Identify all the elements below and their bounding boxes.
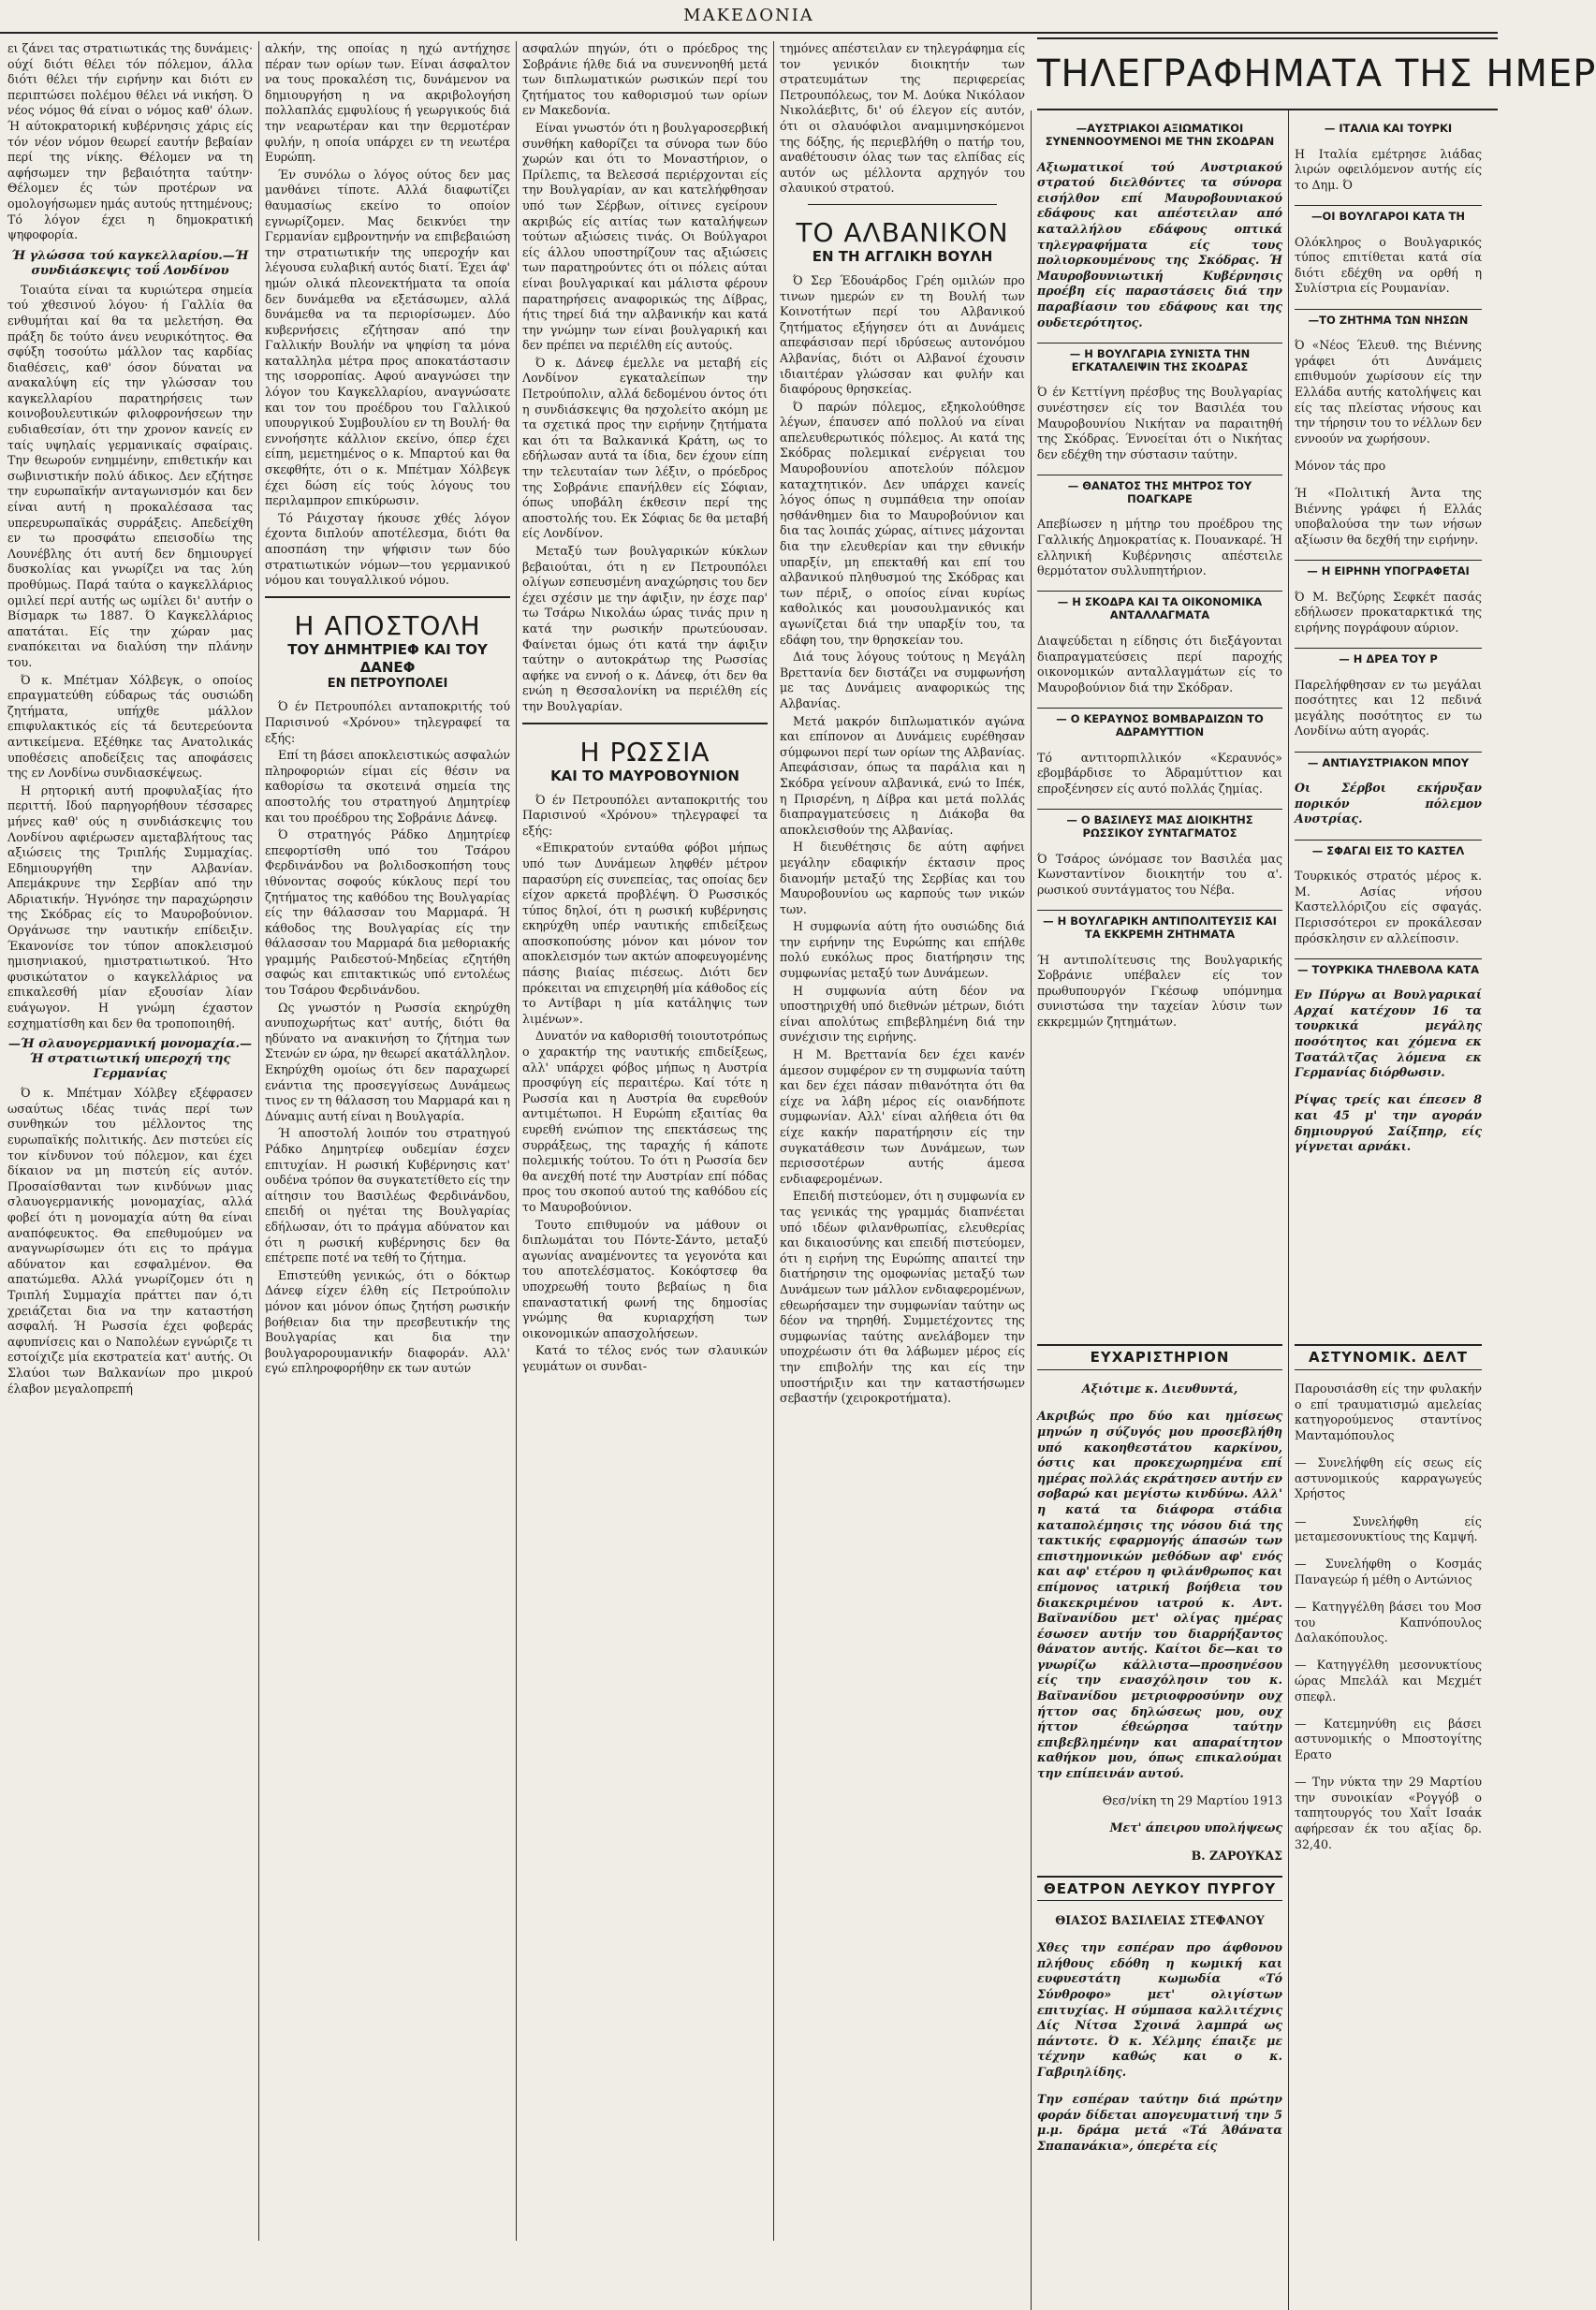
headline-subtitle: ΚΑΙ ΤΟ ΜΑΥΡΟΒΟΥΝΙΟΝ — [550, 767, 739, 784]
paragraph: τημόνες απέστειλαν εν τηλεγράφημα είς τον γενικόν διοικητήν των στρατευμάτων της περιφερείας Πετρουπόλεως, τον Μ. Δούκα Νικόλαον Νικολάεβιτς, δι' ού έλεγον είς αυτόν, ότι οι σλαυόφιλοι αναμιμνησκόμενοι της δόξης, ής περιεβλήθη ο πατήρ του, αναθέτουσιν όλας των τας ελπίδας είς αυτόν ως μέλλοντα αρχηγόν του σλαυικού στρατού. — [780, 41, 1025, 196]
telegram-heading: —ΑΥΣΤΡΙΑΚΟΙ ΑΞΙΩΜΑΤΙΚΟΙ ΣΥΝΕΝΝΟΟΥΜΕΝΟΙ ΜΕ ΤΗΝ ΣΚΟΔΡΑΝ — [1045, 122, 1275, 148]
thanks-and-theater — [1037, 1338, 1282, 2237]
theater-company: ΘΙΑΣΟΣ ΒΑΣΙΛΕΙΑΣ ΣΤΕΦΑΝΟΥ — [1055, 1912, 1265, 1927]
telegrams-column-2 — [1295, 114, 1482, 1331]
bulletin-item: — Συνελήφθη είς σεως είς αστυνομικούς καρραγωγεύς Χρήστος — [1295, 1455, 1482, 1501]
bulletin-item: — Κατηγγέλθη μεσονυκτίους ώρας Μπελάλ και Μεχμέτ σπεφλ. — [1295, 1658, 1482, 1703]
article-headline — [780, 218, 1025, 266]
telegram-heading: — Ο ΒΑΣΙΛΕΥΣ ΜΑΣ ΔΙΟΙΚΗΤΗΣ ΡΩΣΣΙΚΟΥ ΣΥΝΤΑΓΜΑΤΟΣ — [1037, 809, 1282, 840]
telegram-heading: — Η ΒΟΥΛΓΑΡΙΚΗ ΑΝΤΙΠΟΛΙΤΕΥΣΙΣ ΚΑΙ ΤΑ ΕΚΚΡΕΜΗ ΖΗΤΗΜΑΤΑ — [1037, 910, 1282, 941]
telegram-text: Η Ιταλία εμέτρησε λιάδας λιρών οφειλόμενον αυτής είς το Δημ. Ό — [1295, 146, 1482, 192]
police-bulletin — [1295, 1338, 1482, 2237]
telegram-heading: — ΘΑΝΑΤΟΣ ΤΗΣ ΜΗΤΡΟΣ ΤΟΥ ΠΟΑΓΚΑΡΕ — [1037, 475, 1282, 505]
paragraph: Έν συνόλω ο λόγος ούτος δεν μας μανθάνει τίποτε. Αλλά διαφωτίζει θαυμασίως εκείνο το οποίον εγνωρίζομεν. Μας δεικνύει την Γερμανίαν εμβροντηνήν να επιβεβαιώση την στρατιωτικήν της υπεροχήν και λέγουσα ευλαβική αυτός διατί. Έχει άφ' ημών ολικά πλεονεκτήματα τα οποία δεν δυνάμεθα να εξετάσωμεν, αλλά δυνάμεθα να τα περιορίσωμεν. Δύο κυβερνήσεις εζήτησαν από την Γαλλικήν Βουλήν να ψηφίση τα μόνα καταλληλα μέτρα προς αποκατάστασιν της ισορροπίας. Αφού αναγνώσει την λόγον του Καγκελλαρίου, αναγνώσατε και τον του προέδρου του Γαλλικού υπουργικού Συμβουλίου εν τη Βουλή· θα εννοήσητε κάλλιον εκείνο, όπερ έχει είπη, μεμετημένος ο κ. Μπαρτού και θα σκεφθήτε, ότι ο κ. Μπέτμαν Χόλβεγκ έχει δώση είς τούς λόγους του περιλαμπρον επικύρωσιν. — [265, 167, 510, 508]
column-1 — [7, 41, 253, 2231]
telegram-heading: — ΤΟΥΡΚΙΚΑ ΤΗΛΕΒΟΛΑ ΚΑΤΑ — [1295, 958, 1482, 976]
paragraph: Τουτο επιθυμούν να μάθουν οι διπλωμάται του Πόντε-Σάντο, μεταξύ αγωνίας αναμένοντες τα γεγονότα και του αποτελέσματος. Κοκόφτσεφ θα υποχρεωθή τουτο βεβαίως η δια επαναστατική φωνή της δημοσίας γνώμης θα κυριαρχήση των οικονομικών απασχολήσεων. — [522, 1217, 768, 1340]
column-3 — [522, 41, 768, 2231]
divider — [265, 596, 510, 598]
telegram-text: Ή αντιπολίτευσις της Βουλγαρικής Σοβράνιε υπέβαλεν είς τον πρωθυπουργόν Γκέσωφ υπόμνημα συνιστώσα την ταχείαν λύσιν των εκκρεμμών ζητημάτων. — [1037, 952, 1282, 1029]
paragraph: Ό παρών πόλεμος, εξηκολούθησε λέγων, έπαυσεν από πολλού να είναι απελευθερωτικός πόλεμος. Αι κατά της Σκόδρας πολεμικαί ενέργειαι του Μαυροβουνίου αποτελούν πόλεμον καταχτητικόν. Δεν υπάρχει κανείς λόγος όπως η συμπάθεια την οποίαν ησθάνθημεν δια το Μαυροβούνιον και δια τας λοιπάς χώρας, αίτινες μάχονται δια την ελευθερίαν και την εθνικήν υπαρξίν, μη επεκταθή και επί του αλβανικού πληθυσμού της Σκόδρας και των πέριξ, ο οποίος είναι κυρίως καθολικός και μουσουλμανικός και αγωνίζεται διά την υπαρξίν του, τα εδάφη του, την θρησκείαν του. — [780, 399, 1025, 647]
divider — [808, 204, 997, 205]
paragraph: Επί τη βάσει αποκλειστικώς ασφαλών πληροφοριών είμαι είς θέσιν να καθορίσω τα σκοτεινά σημεία της αποστολής του στρατηγού Δημητρίεφ και του προέδρου της Σοβράνιε Δάνεφ. — [265, 748, 510, 825]
telegram-text: Μόνον τάς προ — [1295, 458, 1386, 473]
bulletin-item: — Κατηγγέλθη βάσει του Μοσ του Καπνόπουλος Δαλακόπουλος. — [1295, 1600, 1482, 1645]
headline-subtitle: ΤΟΥ ΔΗΜΗΤΡΙΕΦ ΚΑΙ ΤΟΥ ΔΑΝΕΦ — [287, 640, 488, 676]
telegram-heading: — ΣΦΑΓΑΙ ΕΙΣ ΤΟ ΚΑΣΤΕΛ — [1295, 840, 1482, 857]
letter-closing: Μετ' άπειρου υπολήψεως — [1109, 1820, 1282, 1835]
paragraph: Ως γνωστόν η Ρωσσία εκηρύχθη ανυποχωρήτως κατ' αυτής, διότι θα ηδύνατο να ανακινήση το ζήτημα των Στενών εν ώρα, ην θεωρεί ακατάλληλον. Εκηρύχθη ομοίως ότι δεν παραχωρεί ενάντια της προσεγγίσεως Δυνάμεως τινος εν τη θάλασση του Μαρμαρά και η Δύναμις αυτή είναι η Βουλγαρία. — [265, 1000, 510, 1123]
telegram-heading: — Η ΔΡΕΑ ΤΟΥ Ρ — [1295, 648, 1482, 665]
section-heading: ΘΕΑΤΡΟΝ ΛΕΥΚΟΥ ΠΥΡΓΟΥ — [1037, 1876, 1282, 1902]
paragraph: Η συμφωνία αύτη δέον να υποστηριχθή υπό διεθνών μέτρων, διότι είναι απολύτως επιβεβλημένη διά την συνέχισιν της ειρήνης. — [780, 983, 1025, 1045]
telegram-text: Εν Πύργω αι Βουλγαρικαί Αρχαί κατέχουν 16 τα τουρκικά μεγάλης ποσότητος και χόμενα εκ Τσατάλτζας λόμενα εκ Γερμανίας διόρθωσιν. — [1295, 987, 1482, 1080]
column-rule — [258, 41, 259, 2241]
telegram-text: Οι Σέρβοι εκήρυξαν πορικόν πόλεμον Αυστρίας. — [1295, 781, 1482, 826]
article-headline — [522, 738, 768, 785]
subheading: —Ή σλαυογερμανική μονομαχία.—Ή στρατιωτική υπεροχή της Γερμανίας — [7, 1037, 253, 1082]
telegram-text: Ό Τσάρος ώνόμασε τον Βασιλέα μας Κωνσταντίνον διοικητήν του α'. ρωσικού συντάγματος του Νέβα. — [1037, 851, 1282, 897]
paragraph: αλκήν, της οποίας η ηχώ αντήχησε πέραν των ορίων των. Είναι άσφαλτον να τους προκαλέση τις, δυνάμενον να δημιουργήση η να ακριβολογήση πολλαπλάς εμφυλίους ή γεωργικούς διά την νεαρωτέραν και την θερμοτέραν φυλήν, η οποία υπάρχει εν τη νεωτέρα Ευρώπη. — [265, 41, 510, 165]
telegram-heading: —ΤΟ ΖΗΤΗΜΑ ΤΩΝ ΝΗΣΩΝ — [1295, 309, 1482, 327]
paragraph: Ή αποστολή λοιπόν του στρατηγού Ράδκο Δημητρίεφ ουδεμίαν έσχεν επιτυχίαν. Η ρωσική Κυβέρνησις κατ' ουδένα τρόπον θα συγκατετίθετο είς την αίτησιν του Βασιλέως Φερδινάνδου, επειδή οι ηγέται της Βουλγαρίας εδήλωσαν, ότι το πράγμα αδύνατον και ότι η ρωσική κυβέρνησις δεν θα επέτρεπε ποτέ να τεθή το ζήτημα. — [265, 1126, 510, 1265]
paper-name: ΜΑΚΕΔΟΝΙΑ — [683, 6, 814, 25]
section-heading: ΕΥΧΑΡΙΣΤΗΡΙΟΝ — [1037, 1344, 1282, 1370]
column-rule — [1288, 110, 1289, 2310]
theater-text: Χθες την εσπέραν προ άφθονου πλήθους εδόθη η κωμική και ευφυεστάτη κωμωδία «Τό Σύνθροφο» μετ' ολιγίστων επιτυχίας. Η σύμπασα καλλιτέχνις Δίς Νίτσα Σχοινά λαμπρά ως πάντοτε. Ό κ. Χέλμης έπαιξε με τέχνην καθώς και ο κ. Γαβριηλίδης. — [1037, 1940, 1282, 2079]
subheading: Ή γλώσσα τού καγκελλαρίου.—Ή συνδιάσκεψις τοΰ Λονδίνου — [11, 248, 249, 278]
paragraph: Επειδή πιστεύομεν, ότι η συμφωνία εν τας γενικάς της γραμμάς διαπνέεται υπό ιδέων φιλανθρωπίας, ελευθερίας και δικαιοσύνης και επειδή πιστεύομεν, ότι η ειρήνη της Ευρώπης απαιτεί την διατήρησιν της ομοφωνίας μεταξύ των Δυνάμεων των μάλλον ενδιαφερομένων, εθεωρήσαμεν την συμφωνίαν ταύτην ως δέον να τηρηθή. Συμμετέχοντες της συμφωνίας ταύτης ανελάβομεν την υποχρέωσιν ότι θα λάβωμεν μέρος είς την επιβολήν της και είς την υποστήριξιν και την καταστήσωμεν σεβαστήν (χειροκροτήματα). — [780, 1189, 1025, 1406]
bulletin-item: — Συνελήφθη είς μεταμεσονυκτίους της Καμψή. — [1295, 1513, 1482, 1544]
bulletin-item: — Κατεμηνύθη εις βάσει αστυνομικής ο Μποστογίτης Ερατο — [1295, 1716, 1482, 1762]
paragraph: Τό Ράιχσταγ ήκουσε χθές λόγον έχοντα διπλούν αποτέλεσμα, διότι θα αποσπάση την ψήφισιν των δύο στρατιωτικών νόμων—του γερμανικού νόμου και τουγαλλικού νόμου. — [265, 510, 510, 588]
paragraph: Μεταξύ των βουλγαρικών κύκλων βεβαιούται, ότι η εν Πετρουπόλει ολίγων εσπευσμένη αναχώρησις του δεν έχει σχέσιν με την άφιξιν, ην έσχε παρ' τω Τσάρω Νικολάω ώρας τινάς πριν η κατά την ρωσικήν πρωτεύουσαν. Φαίνεται όμως ότι κατά την άφιξιν ταύτην ο αυτοκράτωρ της Ρωσσίας αφήκε να εννοή ο κ. Δάνεφ, ότι δεν θα ενώη η Θεσσαλονίκη να περιέλθη είς την Βουλγαρίαν. — [522, 544, 768, 713]
paragraph: Ό έν Πετρουπόλει ανταποκριτής τού Παρισινού «Χρόνου» τηλεγραφεί τα εξής: — [265, 699, 510, 745]
paragraph: Κατά το τέλος ενός των σλαυικών γευμάτων οι συνδαι- — [522, 1343, 768, 1373]
telegram-text: Παρελήφθησαν εν τω μεγάλαι ποσότητες και 12 πεδινά μεγάλης ποσότητος εν τω Λονδίνω αύτη αγοράς. — [1295, 677, 1482, 738]
column-rule — [516, 41, 517, 2241]
telegram-text: Διαψεύδεται η είδησις ότι διεξάγονται διαπραγματεύσεις περί παροχής οικονομικών ανταλλαγμάτων είς το Μαυροβούνιον διά την Σκόδραν. — [1037, 634, 1282, 694]
paragraph: Ό Σερ Έδουάρδος Γρέη ομιλών προ τινων ημερών εν τη Βουλή των Κοινοτήτων περί του Αλβανικού ζητήματος εξήγησεν ότι αι Δυνάμεις απεφάσισαν περί ιδρύσεως αυτονόμου Αλβανίας, διότι οι Αλβανοί έχουσιν ιδιαιτέραν γλώσσαν και φυλήν και διαφόρους θρησκείας. — [780, 272, 1025, 397]
telegram-heading: — Η ΣΚΟΔΡΑ ΚΑΙ ΤΑ ΟΙΚΟΝΟΜΙΚΑ ΑΝΤΑΛΛΑΓΜΑΤΑ — [1037, 591, 1282, 621]
telegram-text: Τό αντιτορπιλλικόν «Κεραυνός» εβομβάρδισε το Άδραμύττιον και επροξένησεν είς αυτό πολλάς ζημίας. — [1037, 750, 1282, 796]
paragraph: Η συμφωνία αύτη ήτο ουσιώδης διά την ειρήνην της Ευρώπης και επήλθε πολύ ευκόλως προς διατήρησιν της συμφωνίας μεταξύ των Δυνάμεων. — [780, 919, 1025, 981]
paragraph: Επιστεύθη γενικώς, ότι ο δόκτωρ Δάνεφ είχεν έλθη είς Πετρούπολιν μόνον και μόνον όπως ζητήση ρωσικήν βοήθειαν δια την πρεσβευτικήν της Βουλγαρίας και δια την βουλγαρορουμανικήν διαφοράν. Αλλ' εγώ επληροφορήθην εκ των αυτών — [265, 1267, 510, 1376]
telegrams-column-1 — [1037, 114, 1282, 1331]
headline-subtitle: ΕΝ ΤΗ ΑΓΓΛΙΚΗ ΒΟΥΛΗ — [812, 247, 993, 265]
telegram-text: Ή «Πολιτική Άντα της Βιέννης γράφει ή Ελλάς υποβαλούσα την των νήσων αξίωσιν θα δεχθή την ειρήνην. — [1295, 486, 1482, 547]
telegram-heading: — Ο ΚΕΡΑΥΝΟΣ ΒΟΜΒΑΡΔΙΖΩΝ ΤΟ ΑΔΡΑΜΥΤΤΙΟΝ — [1037, 708, 1282, 738]
telegram-text: Απεβίωσεν η μήτηρ του προέδρου της Γαλλικής Δημοκρατίας κ. Πουανκαρέ. Ή ελληνική Κυβέρνησις απέστειλε θερμότατον συλλυπητήριον. — [1037, 517, 1282, 578]
paragraph: Διά τους λόγους τούτους η Μεγάλη Βρεττανία δεν διστάζει να συμφωνήση με τας Δυνάμεις αναφορικώς της Αλβανίας. — [780, 650, 1025, 710]
column-4 — [780, 41, 1025, 2231]
paragraph: Ό κ. Μπέτμαν Χόλβεγ εξέφρασεν ωσαύτως ιδέας τινάς περί των συνθηκών του μέλλοντος της ευρωπαϊκής πολιτικής. Δεν πιστεύει είς τον κίνδυνον τού πόλεμον, και έχει δίκαιον να μη πιστεύη είς αυτόν. Προσαίσθανται των κινδύνων μιας σλαυογερμανικής μονομαχίας, αλλά φοβεί ότι η μονομαχία αύτη θα είναι αναπόφευκτος. Θα επεθυμούμεν να αναγνωρίσωμεν ότι εις το πράγμα αδύνατον και εσφαλμένον. Θα απατώμεθα. Αλλά γνωρίζομεν ότι η Τριπλή Συμμαχία πράττει παν ό,τι χρειάζεται δια να την καταστήση ασφαλή. Ή Ρωσσία έχει φοβεράς αφυπνίσεις και ο Ναπολέων εγνώριζε τι εστοίχιζε μία εκστρατεία κατ' αυτής. Οι Σλαύοι των Βαλκανίων προ μικρού έλαβον μεγαλοπρεπή — [7, 1086, 253, 1396]
paragraph: ασφαλών πηγών, ότι ο πρόεδρος της Σοβράνιε ήλθε διά να συνεννοηθή μετά των διπλωματικών ρωσικών περί του ζητήματος του καθορισμού των ορίων εν Μακεδονία. — [522, 41, 768, 118]
masthead — [0, 0, 1498, 34]
paragraph: Η ρητορική αυτή προφυλαξίας ήτο περιττή. Ιδού παρηγορήθουν τέσσαρες μήνες καθ' ούς η συνδιάσκεψις του Λονδίνου αφιέρωσεν αμεταβλήτους τας αξιώσεις της Τριπλής Συμμαχίας. Εδημιουργήθη την Αλβανίαν. Απεμάκρυνε την Σερβίαν από την Αδριατικήν. Ήγνόησε την παραχώρησιν της Σκόδρας είς το Μαυροβούνιον. Οργάνωσε την ναυτικήν επίδειξιν. Έκανονίσε τον τύπον αποκλεισμού ημισηνιακού, ημιστρατιωτικού. Ήτο φυσικώτατον ο καγκελλάριος να επικαλεσθή μίαν εξουσίαν λίαν ευάγωγον. Η γνώμη έχαστον εσχηματίσθη και δεν θα τροποποιηθή. — [7, 782, 253, 1031]
theater-text: Την εσπέραν ταύτην διά πρώτην φοράν δίδεται απογευματινή την 5 μ.μ. δράμα μετά «Τά Άθάνατα Σπαπανάκια», όπερέτα είς — [1037, 2092, 1282, 2153]
telegram-text: Τουρκικός στρατός μέρος κ. Μ. Ασίας νήσου Καστελλόριζου είς σφαγάς. Περισσότεροι εν προκάλεσαν πρόσκλησιν εν αλλείποσιν. — [1295, 869, 1482, 945]
paragraph: Δυνατόν να καθορισθή τοιουτοτρόπως ο χαρακτήρ της ναυτικής επιδείξεως, αλλ' υπάρχει φόβος μήπως η Αυστρία προσφύγη είς περαιτέρω. Καί τότε η Ρωσσία και η Αυστρία θα ευρεθούν αντιμέτωποι. Η Ευρώπη εξαιτίας θα ευρεθή ενώπιον της επεκτάσεως της συρράξεως, της ταραχής ή κάποτε πολεμικής τούτου. Το ότι η Ρωσσία δεν θα ανεχθή ποτέ την Αυστρίαν επί πόδας προς του σκοπού αυτού της καθόδου είς το Μαυροβούνιον. — [522, 1029, 768, 1214]
greeting: Αξιότιμε κ. Διευθυντά, — [1081, 1382, 1238, 1396]
paragraph: Τοιαύτα είναι τα κυριώτερα σημεία τού χθεσινού λόγου· ή Γαλλία θα ενθυμήται καί θα τα μελετήση. Θα πράξη δε τούτο άνευ νευρικότητος. Θα σφύξη τοσούτω μάλλον τας καρδίας διαθέσεις, καθ' όσον δύναται να ανακαλύψη είς την γλώσσαν του καγκελλαρίου παρατηρήσεις των κοινοβουλευτικών φιλοφρονήσεων την ευδιαθεσίαν, ότι την χρονον κανείς εν ταίς υψηλαίς γερμανικαίς σφαίραις. Την θεωρούν ενημμένην, επιθετικήν και σωβινιστικήν πολύ άδικος. Δεν εζήτησε την ευρωπαϊκήν ανταγωνισμόν και δεν είναι αυτή η προκαλέσασα τας υπερευρωπαϊκάς συρράξεις. Απεδείχθη εν τω προσφάτω επεισοδίω της Λουνέβλης ότι αυτή δεν δημιουργεί δυσκολίας και γνωρίζει να τας λύη προθύμως. Παρά ταύτα ο καγκελλάριος ομιλεί περί αυτής ως ωμίλει δι' αυτήν ο Βίσμαρκ τω 1887. Ό Καγκελλάριος απατάται. Είς την χώραν μας εναπόκειται να διαλύση την πλάνην του. — [7, 282, 253, 669]
telegram-text: Αξιωματικοί τού Αυστριακού στρατού διελθόντες τα σύνορα εισήλθον επί Μαυροβουνιακού εδάφους και απέστειλαν από καταλλήλου εδάφους οπτικά τηλεγραφήματα είς τους πολιορκουμένους της Σκόδρας. Ή Μαυροβουνιωτική Κυβέρνησις προέβη είς παραστάσεις διά την παραβίασιν του εδάφους και της ουδετερότητος. — [1037, 159, 1282, 329]
letter-text: Ακριβώς προ δύο και ημίσεως μηνών η σύζυγός μου προσεβλήθη υπό κακοηθεστάτου καρκίνου, όστις και προκεχωρημένα επί ημέρας πολλάς εκράτησεν αυτήν εν σοβαρώ και μεγίστω κινδύνω. Αλλ' η κατά τα διάφορα στάδια καταπολέμησις της νόσου διά της τακτικής εφαρμογής άπασών των επιστημονικών μεθόδων αφ' ενός και αφ' ετέρου η φιλάνθρωπος και επίμονος ιατρική βοήθεια του διακεκριμένου ιατρού κ. Αντ. Βαϊνανίδου μετ' ολίγας ημέρας έσωσεν αυτήν του διαρρήξαντος θάνατον αυτής. Καίτοι δε—και το γνωρίζω κάλλιστα—προσηνέσου είς την ενασχόλησιν του κ. Βαϊνανίδου μετριοφροσύνην ουχ ήττον σας δηλώσεως μου, ουχ ήττον έθεώρησα ταύτην επιβεβλημένην και απαραίτητον καθήκον μου, όπως επικαλούμαι την επίπεινάν αυτού. — [1037, 1409, 1282, 1781]
column-rule — [1031, 110, 1032, 2310]
bulletin-item: — Την νύκτα την 29 Μαρτίου την συνοικίαν «Ρογγόβ ο ταπητουργός του Χαΐτ Ισαάκ αφήρεσαν έκ του αξίας δρ. 32,40. — [1295, 1775, 1482, 1851]
paragraph: Ό κ. Μπέτμαν Χόλβεγκ, ο οποίος επραγματεύθη εύδαρως τάς ουσιώδη ζητήματα, υπήχθε μάλλον επιφυλακτικός είς τά δευτερεύοντα αντικείμενα. Εξέθηκε τας Ανατολικάς υποθέσεις αποδείξεις τας αποφάσεις της εν Λονδίνω συνδιασκέψεως. — [7, 672, 253, 781]
article-headline — [265, 611, 510, 693]
telegrams-banner: ΤΗΛΕΓΡΑΦΗΜΑΤΑ ΤΗΣ ΗΜΕΡ — [1037, 37, 1498, 110]
column-2 — [265, 41, 510, 2231]
divider — [522, 723, 768, 724]
letter-date: Θεσ/νίκη τη 29 Μαρτίου 1913 — [1102, 1793, 1282, 1808]
headline-location: ΕΝ ΠΕΤΡΟΥΠΟΛΕΙ — [327, 676, 448, 691]
paragraph: Η διευθέτησις δε αύτη αφήνει μεγάλην εδαφικήν έκτασιν προς διανομήν μεταξύ της Σερβίας και του Μαυροβουνίου ως καρπούς των νικών των. — [780, 840, 1025, 916]
column-rule — [773, 41, 774, 2241]
letter-signature: Β. ΖΑΡΟΥΚΑΣ — [1191, 1848, 1282, 1863]
telegram-heading: —ΟΙ ΒΟΥΛΓΑΡΟΙ ΚΑΤΑ ΤΗ — [1295, 205, 1482, 223]
telegram-text: Ολόκληρος ο Βουλγαρικός τύπος επιτίθεται κατά σία διότι εδέχθη να ορθή η Συλίστρια είς Ρουμανίαν. — [1295, 234, 1482, 296]
paragraph: Μετά μακρόν διπλωματικόν αγώνα και επίπονον αι Δυνάμεις ευρέθησαν σύμφωνοι περί των ορίων της Αλβανίας. Απεφάσισαν, όπως τα παράλια και η Σκόδρα γείνουν αλβανικά, ενώ το Ιπέκ, η Πρισρένη, η Δίβρα και μετά πολλάς διαπραγματεύσεις η Διάκοβα θα αποκλεισθούν της Αλβανίας. — [780, 713, 1025, 837]
section-heading: ΑΣΤΥΝΟΜΙΚ. ΔΕΛΤ — [1295, 1344, 1482, 1370]
telegram-text: Ό «Νέος Έλευθ. της Βιέννης γράφει ότι Δυνάμεις επιθυμούν χωρίσουν είς την Ελλάδα αυτής κατολήψεις και είς τας πλείστας νήσους και την τήρησιν του το νέλλων δεν εννοούν να χωρήσουν. — [1295, 338, 1482, 446]
paragraph: Ό στρατηγός Ράδκο Δημητρίεφ επεφορτίσθη υπό του Τσάρου Φερδινάνδου να βολιδοσκοπήση τους ιθύνοντας σοφούς κύκλους περί του ζητήματος της καθόδου της Βουλγαρίας είς την θάλασσαν του Μαρμαρά. Ή κάθοδος της Βουλγαρίας είς την θάλασσαν του Μαρμαρά δια μεθοριακής γραμμής Ραιδεστού-Μηδείας εζητήθη σαφώς και επιτακτικώς υπό εντολέως του Τσάρου Φερδινάνδου. — [265, 827, 510, 998]
paragraph: «Επικρατούν ενταύθα φόβοι μήπως υπό των Δυνάμεων ληφθέν μέτρον παρασύρη είς συνεπείας, τας οποίας δεν είχον αρκετά προβλέψη. Ό Ρωσσικός τύπος δηλοί, ότι η ρωσική κυβέρνησις εκηρύχθη υπέρ ναυτικής επιδείξεως αποσκοπούσης μόνον και μόνον τον αποκλεισμόν των ακτών αποφευγομένης πάσης βιαίας πιέσεως. Διότι δεν πρόκειται να επιχειρηθή μία κάθοδος είς το Αντίβαρι η μία κατάληψις των λιμένων». — [522, 841, 768, 1026]
headline-title: ΤΟ ΑΛΒΑΝΙΚΟΝ — [796, 216, 1009, 248]
paragraph: Ό κ. Δάνεφ έμελλε να μεταβή είς Λονδίνον εγκαταλείπων την Πετρούπολιν, αλλά δεδομένου όντος ότι η συνδιάσκεψις θα ησχολείτο ακόμη με τα σχετικά προς την ειρήνην ζητήματα και ότι τα Βαλκανικά Κράτη, ως το εδήλωσαν αυτά τα ίδια, δεν έχουν είπη την τελευταίαν των λέξιν, ο πρόεδρος της Σοβράνιε επανήλθεν είς Σόφιαν, όπως υποβάλη έκθεσιν περί της αποστολής του. Εκ Σόφιας δε θα μεταβή είς Λονδίνον. — [522, 355, 768, 541]
telegram-heading: — Η ΒΟΥΛΓΑΡΙΑ ΣΥΝΙΣΤΑ ΤΗΝ ΕΓΚΑΤΑΛΕΙΨΙΝ ΤΗΣ ΣΚΟΔΡΑΣ — [1037, 343, 1282, 373]
telegram-heading: — Η ΕΙΡΗΝΗ ΥΠΟΓΡΑΦΕΤΑΙ — [1295, 560, 1482, 578]
telegram-heading: — ΙΤΑΛΙΑ ΚΑΙ ΤΟΥΡΚΙ — [1324, 122, 1453, 135]
telegram-text: Ό έν Κεττίγνη πρέσβυς της Βουλγαρίας συνέστησεν είς τον Βασιλέα του Μαυροβουνίου Νικήταν να παραιτηθή της Σκόδρας. Έννοείται ότι ο Νικήτας δεν εδέχθη την σύστασιν ταύτην. — [1037, 385, 1282, 461]
bulletin-item: — Συνελήφθη ο Κοσμάς Παναγεώρ ή μέθη ο Αντώνιος — [1295, 1557, 1482, 1586]
telegram-text: Ό Μ. Βεζύρης Σεφκέτ πασάς εδήλωσεν προκαταρκτικά της ειρήνης πογράφουν αύριον. — [1295, 589, 1482, 635]
telegram-text: Ρίψας τρείς και έπεσεν 8 και 45 μ' την αγοράν δημιουργού Σαίξπηρ, είς γίγνεται αρνάκι. — [1295, 1092, 1482, 1154]
bulletin-item: Παρουσιάσθη είς την φυλακήν ο επί τραυματισμώ αμελείας κατηγορούμενος σταντίνος Μανταμόπουλος — [1295, 1382, 1482, 1442]
headline-title: Η ΡΩΣΣΙΑ — [579, 736, 710, 768]
headline-title: Η ΑΠΟΣΤΟΛΗ — [294, 609, 481, 641]
paragraph: Είναι γνωστόν ότι η βουλγαροσερβική συνθήκη καθορίζει τα σύνορα των δύο χωρών και ότι το Μοναστήριον, ο Πρίλεπις, τα Βελεσσά περιέρχονται είς την Βουλγαρίαν, αν και κατελήφθησαν υπό των Σέρβων, οίτινες εγείρουν ακριβώς είς αιτίας των καταλήψεων τούτων αξιώσεις τινάς. Οι Βούλγαροι είς άλλου υποστηρίζουν τας αξιώσεις των παρατηρούντες ότι οι πόλεις αύται είναι βουλγαρικαί και μάλιστα φέρουν παρατηρήσεις αναφορικώς της Δίβρας, ήτις τηρεί διά την αλβανικήν και κατά την γνώμην των είναι βουλγαρική και δεν πρέπει να περιέλθη είς αυτούς. — [522, 120, 768, 353]
paragraph: ει ζάνει τας στρατιωτικάς της δυνάμεις· ούχί διότι θέλει τόν πόλεμον, άλλα διότι θέλει τήν ειρήνην και διότι εν περιπτώσει πολέμου θέλει νά νικήση. Ό νέος νόμος θά είναι ο νόμος καθ' όλων. Ή αύτοκρατορική κυβέρνησις χάρις είς τόν νέον νόμον θεωρεί εαυτήν βεβαίαν περί της νίκης. Θέλομεν να τη αφήσωμεν την βεβαιότητα ταύτην· Θέλομεν ές τών προτέρων να ομολογήσωμεν ημάς αυτούς ηττημένους; Τό λόγον έχει η δημοκρατική ψηφοφορία. — [7, 41, 253, 242]
telegram-heading: — ΑΝΤΙΑΥΣΤΡΙΑΚΟΝ ΜΠΟΥ — [1295, 752, 1482, 769]
paragraph: Η Μ. Βρεττανία δεν έχει κανέν άμεσον συμφέρον εν τη συμφωνία ταύτη και δεν έχει πάσαν πιθανότητα ότι θα είχε να λάβη μέρος είς οιανδήποτε συμφωνίαν. Αλλ' είναι αλήθεια ότι θα είχε κακήν παρατήρησιν είς την συγκατάθεσιν των Δυνάμεων, των περισσοτέρων αυτής άμεσα ενδιαφερομένων. — [780, 1047, 1025, 1186]
paragraph: Ό έν Πετρουπόλει ανταποκριτής του Παρισινού «Χρόνου» τηλεγραφεί τα εξής: — [522, 792, 768, 838]
